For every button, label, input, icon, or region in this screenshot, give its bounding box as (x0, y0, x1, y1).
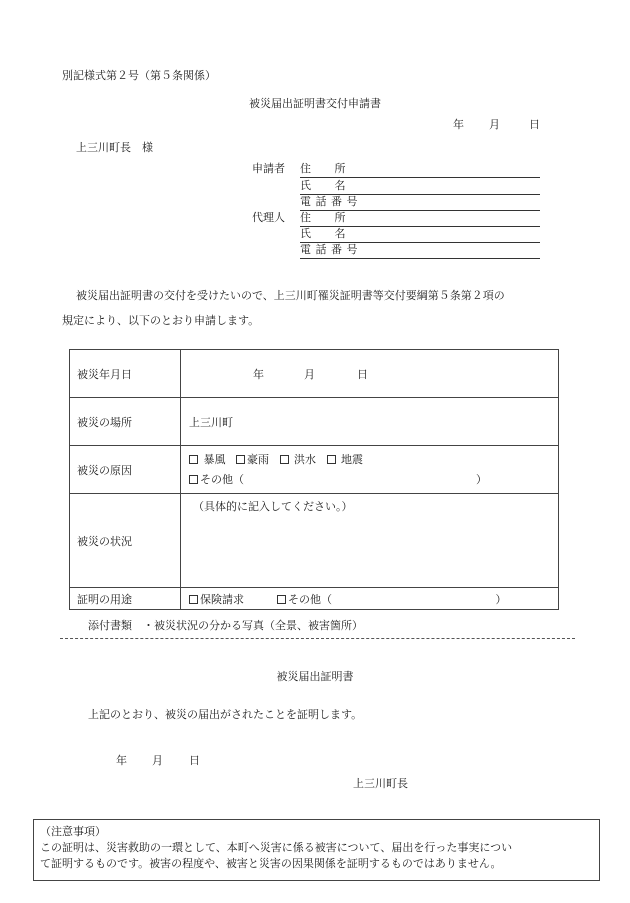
cause-other-row[interactable] (189, 470, 558, 490)
addressee: 上三川町長 様 (76, 141, 153, 154)
applicant-phone-label: 電 話 番 号 (300, 195, 358, 208)
damage-date-label: 被災年月日 (70, 350, 181, 398)
body-text-line2: 規定により、以下のとおり申請します。 (62, 314, 260, 327)
cause-option-storm[interactable]: 暴風 (189, 453, 226, 466)
checkbox-icon (277, 595, 286, 604)
checkbox-icon (189, 475, 198, 484)
table-row-cause (70, 446, 559, 494)
date-year-label: 年 (453, 118, 464, 131)
table-row-place (70, 398, 559, 446)
agent-role-label: 代理人 (252, 211, 285, 224)
certificate-issuer: 上三川町長 (353, 777, 408, 790)
date-month-label: 月 (489, 118, 500, 131)
use-option-other[interactable]: その他（ (277, 593, 332, 606)
notes-line2: て証明するものです。被害の程度や、被害と災害の因果関係を証明するものではありません。 (40, 857, 502, 870)
certificate-use-field (181, 588, 559, 610)
applicant-address-label: 住 所 (300, 162, 346, 175)
situation-hint: （具体的に記入してください。） (193, 500, 353, 513)
table-row-use (70, 588, 559, 610)
damage-place-field[interactable] (181, 398, 559, 446)
certificate-text: 上記のとおり、被災の届出がされたことを証明します。 (88, 708, 363, 721)
checkbox-icon (189, 595, 198, 604)
damage-date-field[interactable] (181, 350, 559, 398)
form-title: 被災届出証明書交付申請書 (249, 97, 381, 110)
checkbox-icon (189, 455, 198, 464)
certificate-month-label: 月 (152, 754, 163, 767)
applicant-address-field[interactable] (300, 160, 540, 178)
notes-heading: （注意事項） (40, 825, 106, 838)
applicant-role-label: 申請者 (252, 162, 285, 175)
checkbox-icon (236, 455, 245, 464)
cause-other-close: ） (476, 472, 487, 486)
checkbox-icon (327, 455, 336, 464)
cause-other-label: その他（ (200, 472, 244, 486)
certificate-use-label: 証明の用途 (70, 588, 181, 610)
damage-place-label: 被災の場所 (70, 398, 181, 446)
use-option-insurance[interactable]: 保険請求 (189, 593, 244, 606)
certificate-title: 被災届出証明書 (276, 670, 354, 683)
applicant-address-row (252, 160, 542, 176)
certificate-year-label: 年 (116, 754, 127, 767)
applicant-name-label: 氏 名 (300, 179, 346, 192)
checkbox-icon (280, 455, 289, 464)
agent-address-row (252, 209, 542, 225)
damage-cause-field (181, 446, 559, 494)
cause-option-heavy-rain[interactable]: 豪雨 (236, 453, 269, 466)
cause-option-flood[interactable]: 洪水 (280, 453, 317, 466)
applicant-name-row (252, 177, 542, 193)
damage-date-year: 年 (253, 367, 264, 381)
agent-address-label: 住 所 (300, 211, 346, 224)
body-text-line1: 被災届出証明書の交付を受けたいので、上三川町罹災証明書等交付要綱第５条第２項の (76, 289, 505, 302)
application-table (69, 349, 559, 610)
date-day-label: 日 (529, 118, 540, 131)
certificate-day-label: 日 (189, 754, 200, 767)
damage-situation-field[interactable] (181, 494, 559, 588)
damage-cause-label: 被災の原因 (70, 446, 181, 494)
cut-line-divider (60, 638, 575, 639)
agent-phone-field[interactable] (300, 241, 540, 259)
table-row-situation (70, 494, 559, 588)
cause-options-row (189, 450, 558, 470)
use-close: ） (495, 592, 507, 606)
damage-place-value: 上三川町 (189, 415, 233, 429)
notes-line1: この証明は、災害救助の一環として、本町へ災害に係る被害について、届出を行った事実につい (40, 841, 513, 854)
applicant-phone-row (252, 193, 542, 209)
agent-name-row (252, 225, 542, 241)
table-row-date (70, 350, 559, 398)
damage-situation-label: 被災の状況 (70, 494, 181, 588)
damage-date-day: 日 (357, 367, 368, 381)
notes-box (33, 819, 600, 881)
cause-option-earthquake[interactable]: 地震 (327, 453, 364, 466)
damage-date-month: 月 (304, 367, 315, 381)
agent-phone-row (252, 241, 542, 257)
attachments-note: 添付書類 ・被災状況の分かる写真（全景、被害箇所） (88, 619, 363, 632)
agent-phone-label: 電 話 番 号 (300, 243, 358, 256)
form-reference: 別記様式第２号（第５条関係） (62, 69, 216, 82)
agent-name-label: 氏 名 (300, 227, 346, 240)
